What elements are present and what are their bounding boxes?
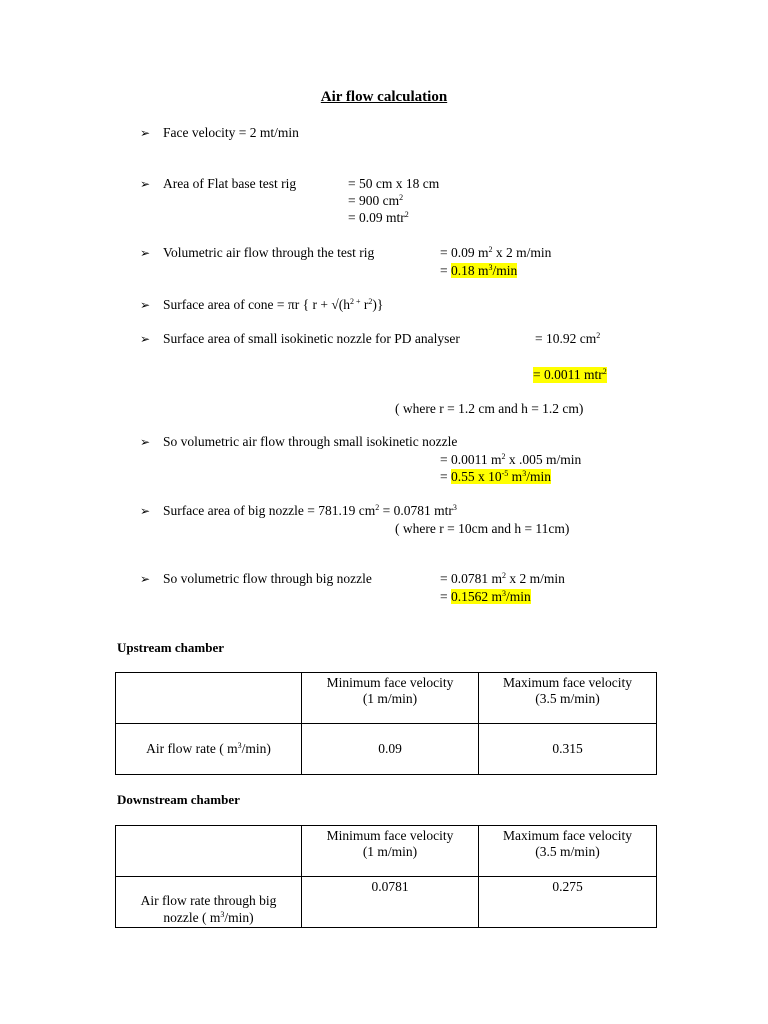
small-flow-eq-2: = 0.55 x $10^{-5}$ $m^3/\min$ xyxy=(440,469,551,484)
volumetric-eq-2: = 0.18 $m^3/\min$ xyxy=(440,263,518,278)
small-flow-label: So volumetric air flow through small isokinetic nozzle xyxy=(163,434,458,449)
min-value: 0.0781 xyxy=(302,877,479,928)
big-flow-eq-2: = 0.1562 $m^3/\min$ xyxy=(440,589,531,604)
small-nozzle-result: = 0.0011 mtr$^2$ xyxy=(533,367,607,382)
max-value: 0.315 xyxy=(479,724,657,775)
area-label: Area of Flat base test rig xyxy=(163,176,297,191)
big-nozzle-area: Surface area of big nozzle = 781.19 $cm^2 = 0.0781$ mtr$^3$ xyxy=(163,503,457,518)
table-row xyxy=(116,877,657,928)
volumetric-label: Volumetric air flow through the test rig xyxy=(163,245,375,260)
bullet-icon: ➢ xyxy=(140,435,151,449)
big-nozzle-note: ( where r = 10cm and h = 11cm) xyxy=(395,521,570,536)
row-label: Air flow rate through big nozzle ( $m^3/\min$) xyxy=(116,877,302,928)
table-header-row xyxy=(116,673,657,724)
max-value: 0.275 xyxy=(479,877,657,928)
volumetric-eq-1: = 0.09 $m^2$ x 2 m/min xyxy=(440,245,552,260)
row-label: Air flow rate ( $m^3/\min$) xyxy=(116,724,302,775)
table-header-empty xyxy=(116,673,302,724)
bullet-icon: ➢ xyxy=(140,572,151,586)
bullet-icon: ➢ xyxy=(140,246,151,260)
upstream-table xyxy=(115,672,657,775)
downstream-table xyxy=(115,825,657,928)
min-value: 0.09 xyxy=(302,724,479,775)
table-header-row xyxy=(116,826,657,877)
area-eq-2: = 900 $cm^2$ xyxy=(348,193,404,208)
small-flow-eq-1: = 0.0011 $m^2$ x .005 m/min xyxy=(440,452,582,467)
bullet-icon: ➢ xyxy=(140,126,151,140)
highlighted-result: 0.55 x $10^{-5}$ $m^3/\min$ xyxy=(451,469,551,484)
big-flow-label: So volumetric flow through big nozzle xyxy=(163,571,372,586)
bullet-icon: ➢ xyxy=(140,504,151,518)
face-velocity-text: Face velocity = 2 mt/min xyxy=(163,125,299,140)
area-eq-1: = 50 cm x 18 cm xyxy=(348,176,440,191)
table-header-min: Minimum face velocity (1 m/min) xyxy=(302,673,479,724)
bullet-icon: ➢ xyxy=(140,177,151,191)
downstream-heading: Downstream chamber xyxy=(117,792,240,807)
cone-formula: Surface area of cone = πr { $r + √(h^{2 +}$ $r^2$)} xyxy=(163,297,384,312)
highlighted-result: 0.1562 $m^3/\min$ xyxy=(451,589,531,604)
table-header-max: Maximum face velocity (3.5 m/min) xyxy=(479,673,657,724)
page-title: Air flow calculation xyxy=(320,89,448,105)
table-row xyxy=(116,724,657,775)
upstream-heading: Upstream chamber xyxy=(117,640,224,655)
area-eq-3: = 0.09 mtr$^2$ xyxy=(348,210,409,225)
table-header-min: Minimum face velocity (1 m/min) xyxy=(302,826,479,877)
bullet-icon: ➢ xyxy=(140,332,151,346)
highlighted-result: 0.18 $m^3/\min$ xyxy=(451,263,518,278)
table-header-empty xyxy=(116,826,302,877)
small-nozzle-label: Surface area of small isokinetic nozzle for PD analyser xyxy=(163,331,460,346)
table-header-max: Maximum face velocity (3.5 m/min) xyxy=(479,826,657,877)
small-nozzle-eq: = 10.92 $cm^2$ xyxy=(535,331,601,346)
bullet-icon: ➢ xyxy=(140,298,151,312)
small-nozzle-note: ( where r = 1.2 cm and h = 1.2 cm) xyxy=(395,401,584,416)
big-flow-eq-1: = 0.0781 $m^2$ x 2 m/min xyxy=(440,571,565,586)
